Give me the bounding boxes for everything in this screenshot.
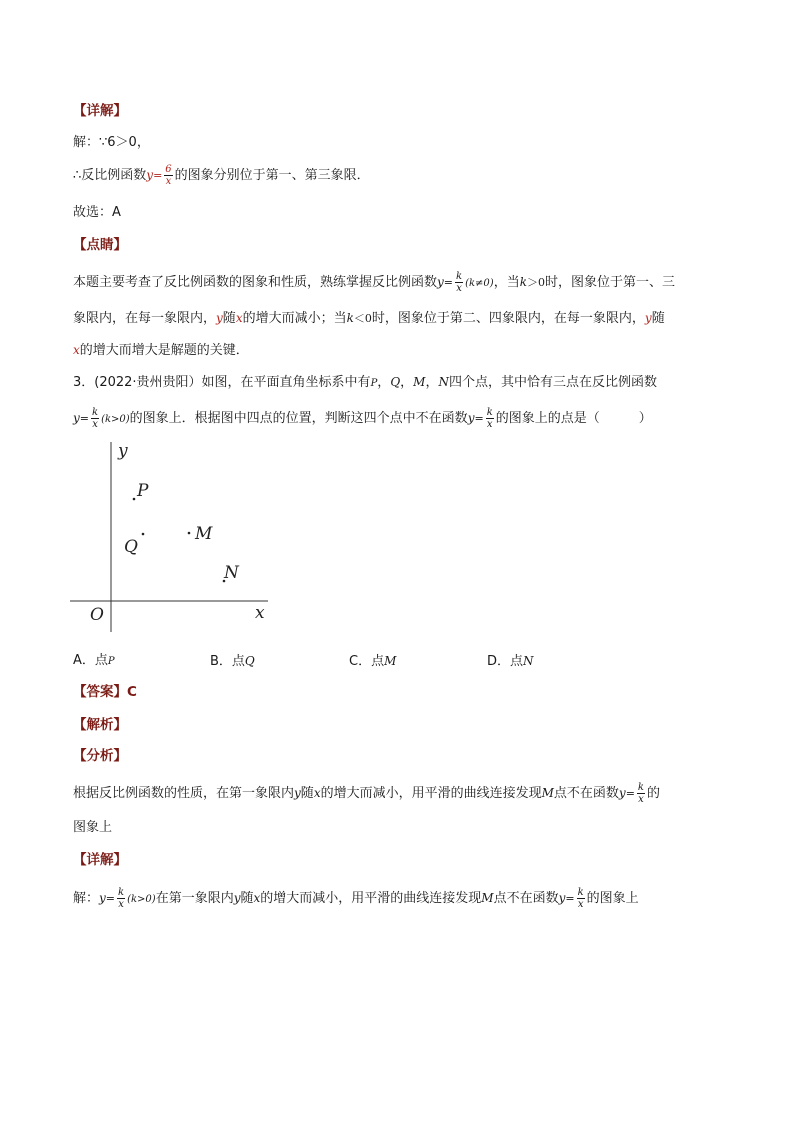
point-q-label: Q <box>124 537 138 557</box>
point-n: N <box>438 375 449 389</box>
text: 时，图象位于第一、三 <box>544 275 675 290</box>
var-y: y <box>99 891 106 905</box>
var-y: y <box>233 891 241 905</box>
numerator: k <box>92 407 99 418</box>
y-axis-label: y <box>118 441 128 461</box>
text: 的增大而增大是解题的关键． <box>79 343 249 358</box>
numerator: 6 <box>165 164 172 175</box>
equals: = <box>153 169 163 182</box>
fraction <box>91 407 99 430</box>
option-point: Q <box>244 654 255 668</box>
comment-line-2 <box>73 309 665 328</box>
numerator: k <box>456 271 463 282</box>
var-y: y <box>558 891 566 905</box>
option-label: C．点 <box>349 654 385 669</box>
point-m-label: M <box>195 524 213 544</box>
x-axis-label: x <box>255 603 265 623</box>
option-c[interactable] <box>349 652 396 671</box>
option-label: B．点 <box>210 654 245 669</box>
point-p-dot <box>133 498 136 501</box>
gt-zero: ＞0 <box>526 276 545 289</box>
var-y: y <box>73 411 80 425</box>
lt-zero: ＜0 <box>353 312 372 325</box>
text: 点不在函数 <box>493 891 559 906</box>
denominator: x <box>577 899 584 910</box>
separator: ， <box>400 375 414 390</box>
point-q: Q <box>390 375 401 389</box>
fenxi-line-2: 图象上 <box>73 820 113 835</box>
equals: = <box>443 276 454 289</box>
comment-line-1 <box>73 271 675 294</box>
var-y: y <box>644 311 652 325</box>
fraction <box>455 271 463 294</box>
var-x: x <box>253 891 261 905</box>
coordinate-figure <box>66 440 276 640</box>
text: 的图象上 <box>586 891 639 906</box>
text: 时，图象位于第二、四象限内，在每一象限内， <box>371 311 645 326</box>
denominator: x <box>165 176 172 187</box>
comment-line-3 <box>73 341 249 360</box>
condition: (k>0) <box>127 894 156 905</box>
option-b[interactable] <box>210 652 255 671</box>
comment-header: 【点睛】 <box>73 237 127 253</box>
var-y: y <box>467 411 475 425</box>
solution-line-1 <box>73 134 150 152</box>
detail-header-1: 【详解】 <box>73 103 127 119</box>
solution-line-2 <box>73 164 370 187</box>
point-q-dot <box>142 533 145 536</box>
text: ∴反比例函数 <box>73 168 147 183</box>
text: 的图象分别位于第一、第三象限． <box>174 168 370 183</box>
var-y: y <box>216 311 223 325</box>
solve-prefix: 解： <box>73 135 100 150</box>
text: 的 <box>646 786 660 801</box>
text: 随 <box>240 891 254 906</box>
equals: = <box>625 787 635 800</box>
fraction <box>637 782 645 805</box>
because-text: ∵6＞0， <box>99 135 150 150</box>
detail-line-1 <box>73 887 639 910</box>
fenxi-header: 【分析】 <box>73 748 127 764</box>
text: 的增大而减小；当 <box>242 311 347 326</box>
fraction <box>486 407 494 430</box>
denominator: x <box>638 794 644 805</box>
text: 根据反比例函数的性质，在第一象限内 <box>73 786 295 801</box>
detail-header-2: 【详解】 <box>73 852 127 868</box>
option-label: A．点 <box>73 653 108 668</box>
option-label: D．点 <box>487 654 524 669</box>
equals: = <box>79 412 89 425</box>
denominator: x <box>486 419 493 430</box>
separator: ， <box>425 375 439 390</box>
numerator: k <box>577 887 584 898</box>
var-m: M <box>541 786 554 800</box>
equals: = <box>474 412 484 425</box>
text: ，当 <box>493 275 520 290</box>
equals: = <box>105 892 116 905</box>
point-m-dot <box>188 532 191 535</box>
answer-header: 【答案】C <box>73 684 137 700</box>
var-y: y <box>618 786 626 800</box>
fenxi-line-1 <box>73 782 660 805</box>
numerator: k <box>486 407 493 418</box>
text: 的增大而减小，用平滑的曲线连接发现 <box>260 891 482 906</box>
text: 本题主要考查了反比例函数的图象和性质，熟练掌握反比例函数 <box>73 275 438 290</box>
text: 的图象上的点是（ ） <box>495 411 652 426</box>
answer-line-1: 故选：A <box>73 205 121 220</box>
text: 的增大而减小，用平滑的曲线连接发现 <box>320 786 542 801</box>
option-point: M <box>384 654 397 668</box>
condition: (k>0) <box>101 414 130 425</box>
origin-label: O <box>90 605 104 625</box>
numerator: k <box>637 782 644 793</box>
text: 象限内，在每一象限内， <box>73 311 217 326</box>
condition: (k≠0) <box>465 278 494 289</box>
denominator: x <box>92 419 98 430</box>
point-p-label: P <box>137 481 149 501</box>
question-3-line-1 <box>73 373 657 393</box>
var-x: x <box>235 311 243 325</box>
option-point: N <box>523 654 534 668</box>
text: 解： <box>73 891 100 906</box>
fraction <box>164 164 172 187</box>
var-y: y <box>146 168 154 182</box>
var-x: x <box>313 786 321 800</box>
text: 点不在函数 <box>553 786 619 801</box>
var-y: y <box>294 786 301 800</box>
text: 3．(2022·贵州贵阳）如图，在平面直角坐标系中有 <box>73 375 371 390</box>
var-m: M <box>481 891 494 905</box>
option-d[interactable] <box>487 652 534 671</box>
point-m: M <box>413 375 426 389</box>
denominator: x <box>118 899 124 910</box>
text: 随 <box>651 311 665 326</box>
var-x: x <box>73 343 80 357</box>
var-k: k <box>519 275 527 289</box>
question-3-line-2 <box>73 407 652 430</box>
text: 的图象上．根据图中四点的位置，判断这四个点中不在函数 <box>129 411 468 426</box>
text: 在第一象限内 <box>155 891 234 906</box>
text: 随 <box>300 786 314 801</box>
equals: = <box>565 892 575 905</box>
option-a[interactable] <box>73 652 115 671</box>
separator: ， <box>377 375 391 390</box>
analysis-header: 【解析】 <box>73 717 127 733</box>
var-k: k <box>346 311 354 325</box>
numerator: k <box>118 887 125 898</box>
fraction <box>577 887 585 910</box>
var-y: y <box>437 275 444 289</box>
point-p: P <box>370 378 378 389</box>
text: 四个点，其中恰有三点在反比例函数 <box>448 375 657 390</box>
option-point: P <box>107 656 115 667</box>
fraction <box>117 887 125 910</box>
text: 随 <box>222 311 236 326</box>
denominator: x <box>456 283 462 294</box>
point-n-label: N <box>224 563 239 583</box>
